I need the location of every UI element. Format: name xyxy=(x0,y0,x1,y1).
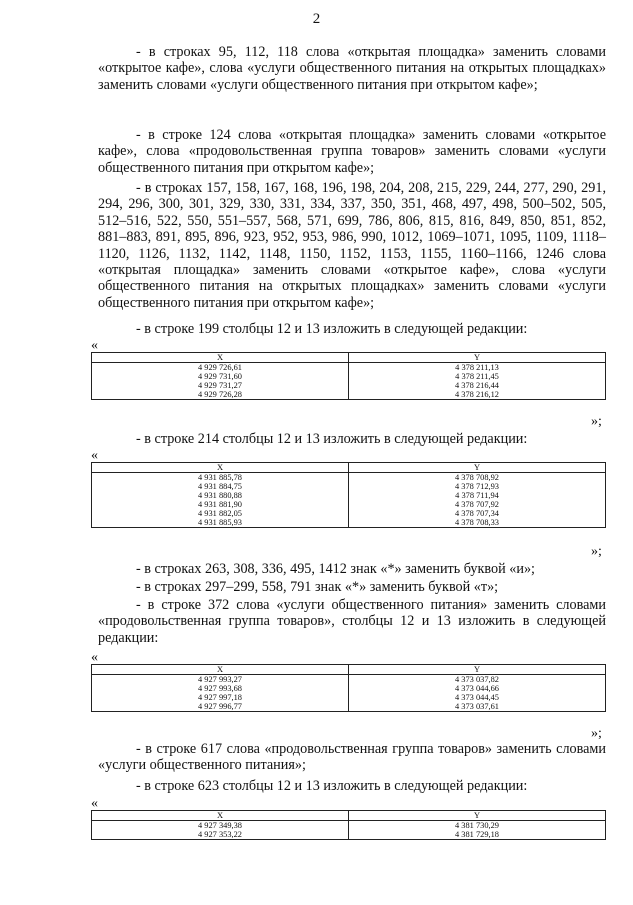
header-y: Y xyxy=(349,463,606,473)
y-column: 4 378 211,13 4 378 211,45 4 378 216,44 4 378 216,12 xyxy=(349,363,606,400)
header-y: Y xyxy=(349,353,606,363)
paragraph-7: - в строках 297–299, 558, 791 знак «*» заменить буквой «т»; xyxy=(136,579,499,595)
coords-table-2 xyxy=(91,462,606,528)
page-number: 2 xyxy=(312,11,321,27)
paragraph-2: - в строке 124 слова «открытая площадка» заменить словами «открытое кафе», слова «продовольственная группа товаров» заменить словами «услуги общественного питания при открытом кафе»; xyxy=(98,127,606,176)
header-x: X xyxy=(92,353,349,363)
paragraph-5: - в строке 214 столбцы 12 и 13 изложить в следующей редакции: xyxy=(136,431,528,447)
paragraph-1: - в строках 95, 112, 118 слова «открытая площадка» заменить словами «открытое кафе», слова «услуги общественного питания на открытых площадках» заменить словами «услуги общественного питания при открытом кафе»; xyxy=(98,44,606,93)
x-column: 4 927 993,27 4 927 993,68 4 927 997,18 4 927 996,77 xyxy=(92,675,349,712)
y-column: 4 373 037,82 4 373 044,66 4 373 044,45 4 373 037,61 xyxy=(349,675,606,712)
y-column: 4 381 730,29 4 381 729,18 xyxy=(349,821,606,840)
paragraph-10: - в строке 623 столбцы 12 и 13 изложить в следующей редакции: xyxy=(136,778,528,794)
quote-open-1: « xyxy=(91,338,98,353)
coords-table-4 xyxy=(91,810,606,840)
quote-open-2: « xyxy=(91,448,98,463)
paragraph-3: - в строках 157, 158, 167, 168, 196, 198, 204, 208, 215, 229, 244, 277, 290, 291, 294, 296, 300, 301, 329, 330, 331, 334, 337, 350, 351, 468, 497, 498, 500–502, 505, 512–516, 522, 550, 551–557, 568, 571, 699, 786, 806, 815, 816, 849, 850, 851, 852, 881–883, 891, 895, 896, 923, 952, 953, 986, 990, 1012, 1069–1071, 1095, 1109, 1118–1120, 1126, 1132, 1142, 1148, 1150, 1152, 1153, 1155, 1160–1166, 1246 слова «открытая площадка» заменить словами «открытое кафе», слова «услуги общественного питания на открытых площадках» заменить словами «услуги общественного питания при открытом кафе»; xyxy=(98,180,606,311)
header-x: X xyxy=(92,665,349,675)
quote-open-3: « xyxy=(91,650,98,665)
paragraph-8: - в строке 372 слова «услуги общественного питания» заменить словами «продовольственная группа товаров», столбцы 12 и 13 изложить в следующей редакции: xyxy=(98,597,606,646)
x-column: 4 931 885,78 4 931 884,75 4 931 880,88 4 931 881,90 4 931 882,05 4 931 885,93 xyxy=(92,473,349,528)
paragraph-9: - в строке 617 слова «продовольственная группа товаров» заменить словами «услуги общественного питания»; xyxy=(98,741,606,774)
header-y: Y xyxy=(349,665,606,675)
quote-close-3: »; xyxy=(591,726,602,741)
quote-open-4: « xyxy=(91,796,98,811)
x-column: 4 927 349,38 4 927 353,22 xyxy=(92,821,349,840)
x-column: 4 929 726,61 4 929 731,60 4 929 731,27 4 929 726,28 xyxy=(92,363,349,400)
quote-close-2: »; xyxy=(591,544,602,559)
y-column: 4 378 708,92 4 378 712,93 4 378 711,94 4 378 707,92 4 378 707,34 4 378 708,33 xyxy=(349,473,606,528)
header-y: Y xyxy=(349,811,606,821)
coords-table-3 xyxy=(91,664,606,712)
header-x: X xyxy=(92,811,349,821)
coords-table-1 xyxy=(91,352,606,400)
paragraph-4: - в строке 199 столбцы 12 и 13 изложить в следующей редакции: xyxy=(136,321,528,337)
paragraph-6: - в строках 263, 308, 336, 495, 1412 знак «*» заменить буквой «и»; xyxy=(136,561,535,577)
quote-close-1: »; xyxy=(591,414,602,429)
header-x: X xyxy=(92,463,349,473)
